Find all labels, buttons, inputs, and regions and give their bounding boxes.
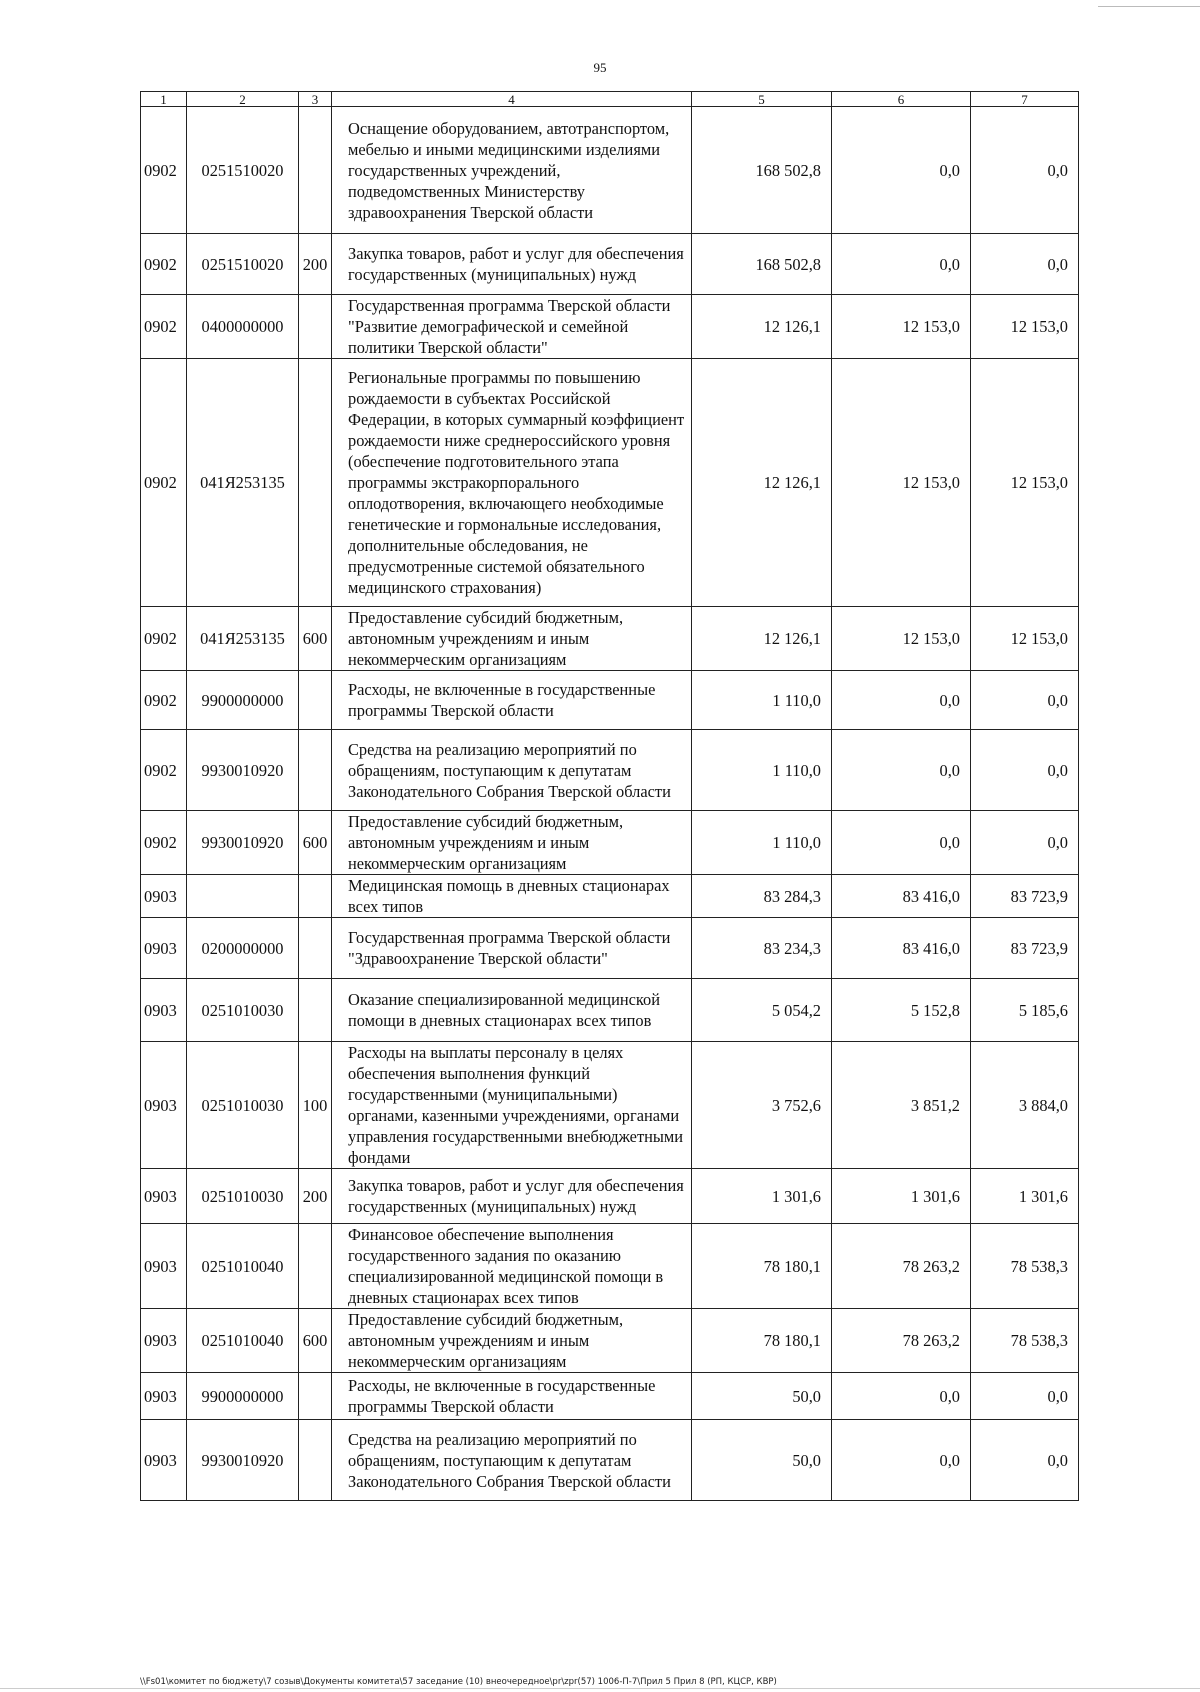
cell-amount-col6: 5 152,8 xyxy=(832,979,971,1042)
cell-amount-col5: 168 502,8 xyxy=(692,107,832,234)
cell-expense-type-code: 600 xyxy=(299,607,332,671)
cell-section: 0903 xyxy=(141,918,187,979)
cell-amount-col6: 0,0 xyxy=(832,811,971,875)
cell-expense-name: Закупка товаров, работ и услуг для обеспечения государственных (муниципальных) нужд xyxy=(332,1169,692,1224)
cell-section: 0902 xyxy=(141,671,187,730)
footer-file-path: \\Fs01\комитет по бюджету\7 созыв\Документы комитета\57 заседание (10) внеочередное\pr\zpr(57) 1006-П-7\Прил 5 Прил 8 (РП, КЦСР, КВР) xyxy=(140,1677,777,1687)
cell-expense-name: Средства на реализацию мероприятий по обращениям, поступающим к депутатам Законодательного Собрания Тверской области xyxy=(332,730,692,811)
budget-table xyxy=(140,91,1079,1501)
column-header: 7 xyxy=(971,92,1079,107)
cell-amount-col5: 5 054,2 xyxy=(692,979,832,1042)
table-row xyxy=(141,979,1079,1042)
cell-target-article-code: 9930010920 xyxy=(187,811,299,875)
cell-amount-col7: 3 884,0 xyxy=(971,1042,1079,1169)
cell-expense-name: Средства на реализацию мероприятий по обращениям, поступающим к депутатам Законодательного Собрания Тверской области xyxy=(332,1420,692,1501)
cell-amount-col7: 0,0 xyxy=(971,671,1079,730)
cell-expense-type-code xyxy=(299,979,332,1042)
cell-amount-col5: 78 180,1 xyxy=(692,1309,832,1373)
cell-amount-col7: 0,0 xyxy=(971,107,1079,234)
cell-expense-name: Медицинская помощь в дневных стационарах всех типов xyxy=(332,875,692,918)
table-row xyxy=(141,730,1079,811)
table-row xyxy=(141,875,1079,918)
cell-amount-col5: 1 110,0 xyxy=(692,811,832,875)
cell-expense-name: Оказание специализированной медицинской помощи в дневных стационарах всех типов xyxy=(332,979,692,1042)
cell-expense-name: Государственная программа Тверской области "Развитие демографической и семейной политики Тверской области" xyxy=(332,295,692,359)
cell-section: 0902 xyxy=(141,359,187,607)
cell-amount-col6: 0,0 xyxy=(832,671,971,730)
table-row xyxy=(141,1169,1079,1224)
cell-expense-name: Предоставление субсидий бюджетным, автономным учреждениям и иным некоммерческим организациям xyxy=(332,607,692,671)
cell-amount-col6: 12 153,0 xyxy=(832,295,971,359)
table-row xyxy=(141,918,1079,979)
cell-expense-type-code xyxy=(299,107,332,234)
cell-expense-name: Государственная программа Тверской области "Здравоохранение Тверской области" xyxy=(332,918,692,979)
column-header: 5 xyxy=(692,92,832,107)
cell-amount-col6: 83 416,0 xyxy=(832,875,971,918)
cell-target-article-code: 0251510020 xyxy=(187,107,299,234)
cell-expense-type-code xyxy=(299,1420,332,1501)
cell-amount-col5: 50,0 xyxy=(692,1373,832,1420)
cell-expense-type-code xyxy=(299,875,332,918)
cell-target-article-code: 0251010030 xyxy=(187,1042,299,1169)
cell-expense-name: Региональные программы по повышению рождаемости в субъектах Российской Федерации, в которых суммарный коэффициент рождаемости ниже среднероссийского уровня (обеспечение подготовительного этапа программы экстракорпорального оплодотворения, включающего необходимые генетические и гормональные исследования, дополнительные обследования, не предусмотренные системой обязательного медицинского страхования) xyxy=(332,359,692,607)
cell-section: 0902 xyxy=(141,730,187,811)
column-header: 3 xyxy=(299,92,332,107)
cell-amount-col6: 1 301,6 xyxy=(832,1169,971,1224)
cell-section: 0903 xyxy=(141,1373,187,1420)
cell-section: 0902 xyxy=(141,107,187,234)
cell-amount-col7: 0,0 xyxy=(971,1420,1079,1501)
cell-section: 0903 xyxy=(141,1224,187,1309)
cell-section: 0902 xyxy=(141,607,187,671)
table-row xyxy=(141,1420,1079,1501)
cell-target-article-code: 0251010030 xyxy=(187,979,299,1042)
cell-amount-col7: 0,0 xyxy=(971,234,1079,295)
cell-amount-col5: 1 110,0 xyxy=(692,671,832,730)
column-header: 2 xyxy=(187,92,299,107)
cell-amount-col7: 5 185,6 xyxy=(971,979,1079,1042)
cell-amount-col5: 168 502,8 xyxy=(692,234,832,295)
cell-amount-col7: 12 153,0 xyxy=(971,359,1079,607)
cell-expense-type-code xyxy=(299,1224,332,1309)
cell-expense-type-code xyxy=(299,918,332,979)
cell-amount-col7: 12 153,0 xyxy=(971,295,1079,359)
cell-section: 0903 xyxy=(141,1309,187,1373)
cell-target-article-code: 0200000000 xyxy=(187,918,299,979)
table-row xyxy=(141,359,1079,607)
cell-target-article-code: 9930010920 xyxy=(187,730,299,811)
table-row xyxy=(141,1224,1079,1309)
cell-section: 0902 xyxy=(141,234,187,295)
cell-target-article-code: 041Я253135 xyxy=(187,359,299,607)
cell-expense-name: Закупка товаров, работ и услуг для обеспечения государственных (муниципальных) нужд xyxy=(332,234,692,295)
table-row xyxy=(141,295,1079,359)
cell-amount-col5: 1 301,6 xyxy=(692,1169,832,1224)
cell-expense-type-code: 600 xyxy=(299,1309,332,1373)
cell-expense-name: Расходы, не включенные в государственные программы Тверской области xyxy=(332,671,692,730)
cell-amount-col6: 0,0 xyxy=(832,234,971,295)
cell-section: 0903 xyxy=(141,1169,187,1224)
table-row xyxy=(141,671,1079,730)
cell-amount-col6: 78 263,2 xyxy=(832,1309,971,1373)
cell-expense-type-code: 600 xyxy=(299,811,332,875)
scan-edge-line xyxy=(1098,6,1200,7)
cell-target-article-code: 0251010040 xyxy=(187,1224,299,1309)
table-row xyxy=(141,1309,1079,1373)
column-header: 1 xyxy=(141,92,187,107)
cell-amount-col7: 83 723,9 xyxy=(971,875,1079,918)
cell-amount-col6: 78 263,2 xyxy=(832,1224,971,1309)
cell-amount-col6: 0,0 xyxy=(832,1420,971,1501)
cell-target-article-code: 0400000000 xyxy=(187,295,299,359)
cell-amount-col6: 0,0 xyxy=(832,107,971,234)
cell-section: 0903 xyxy=(141,875,187,918)
cell-amount-col7: 78 538,3 xyxy=(971,1309,1079,1373)
cell-expense-type-code: 100 xyxy=(299,1042,332,1169)
cell-target-article-code: 041Я253135 xyxy=(187,607,299,671)
column-header: 4 xyxy=(332,92,692,107)
cell-target-article-code: 9900000000 xyxy=(187,1373,299,1420)
cell-amount-col7: 0,0 xyxy=(971,1373,1079,1420)
cell-target-article-code xyxy=(187,875,299,918)
cell-amount-col5: 78 180,1 xyxy=(692,1224,832,1309)
cell-section: 0902 xyxy=(141,295,187,359)
cell-expense-type-code xyxy=(299,295,332,359)
cell-amount-col5: 50,0 xyxy=(692,1420,832,1501)
cell-section: 0903 xyxy=(141,1420,187,1501)
cell-target-article-code: 0251510020 xyxy=(187,234,299,295)
cell-amount-col6: 83 416,0 xyxy=(832,918,971,979)
table-row xyxy=(141,1373,1079,1420)
cell-section: 0903 xyxy=(141,979,187,1042)
cell-amount-col5: 12 126,1 xyxy=(692,359,832,607)
table-row xyxy=(141,107,1079,234)
cell-amount-col5: 83 234,3 xyxy=(692,918,832,979)
cell-target-article-code: 9930010920 xyxy=(187,1420,299,1501)
cell-expense-type-code: 200 xyxy=(299,1169,332,1224)
cell-expense-type-code xyxy=(299,1373,332,1420)
cell-expense-name: Оснащение оборудованием, автотранспортом, мебелью и иными медицинскими изделиями государственных учреждений, подведомственных Министерству здравоохранения Тверской области xyxy=(332,107,692,234)
column-header: 6 xyxy=(832,92,971,107)
cell-amount-col5: 83 284,3 xyxy=(692,875,832,918)
cell-amount-col7: 83 723,9 xyxy=(971,918,1079,979)
table-row xyxy=(141,1042,1079,1169)
cell-section: 0902 xyxy=(141,811,187,875)
cell-amount-col7: 78 538,3 xyxy=(971,1224,1079,1309)
cell-amount-col6: 0,0 xyxy=(832,730,971,811)
cell-amount-col6: 0,0 xyxy=(832,1373,971,1420)
cell-expense-name: Предоставление субсидий бюджетным, автономным учреждениям и иным некоммерческим организациям xyxy=(332,811,692,875)
cell-expense-type-code xyxy=(299,671,332,730)
cell-expense-name: Финансовое обеспечение выполнения государственного задания по оказанию специализированной медицинской помощи в дневных стационарах всех типов xyxy=(332,1224,692,1309)
cell-expense-type-code xyxy=(299,730,332,811)
cell-amount-col7: 0,0 xyxy=(971,730,1079,811)
cell-amount-col5: 1 110,0 xyxy=(692,730,832,811)
scan-edge-line xyxy=(0,1688,1200,1689)
cell-amount-col6: 12 153,0 xyxy=(832,607,971,671)
cell-expense-name: Расходы на выплаты персоналу в целях обеспечения выполнения функций государственными (муниципальными) органами, казенными учреждениями, органами управления государственными внебюджетными фондами xyxy=(332,1042,692,1169)
table-row xyxy=(141,811,1079,875)
cell-expense-name: Предоставление субсидий бюджетным, автономным учреждениям и иным некоммерческим организациям xyxy=(332,1309,692,1373)
table-header-row xyxy=(141,92,1079,107)
cell-amount-col7: 12 153,0 xyxy=(971,607,1079,671)
page-number: 95 xyxy=(593,60,607,75)
cell-amount-col7: 0,0 xyxy=(971,811,1079,875)
cell-amount-col6: 12 153,0 xyxy=(832,359,971,607)
table-row xyxy=(141,607,1079,671)
cell-target-article-code: 0251010030 xyxy=(187,1169,299,1224)
cell-amount-col5: 3 752,6 xyxy=(692,1042,832,1169)
cell-expense-type-code xyxy=(299,359,332,607)
cell-amount-col5: 12 126,1 xyxy=(692,607,832,671)
cell-section: 0903 xyxy=(141,1042,187,1169)
cell-amount-col7: 1 301,6 xyxy=(971,1169,1079,1224)
cell-expense-name: Расходы, не включенные в государственные программы Тверской области xyxy=(332,1373,692,1420)
cell-target-article-code: 9900000000 xyxy=(187,671,299,730)
cell-expense-type-code: 200 xyxy=(299,234,332,295)
cell-amount-col6: 3 851,2 xyxy=(832,1042,971,1169)
cell-amount-col5: 12 126,1 xyxy=(692,295,832,359)
cell-target-article-code: 0251010040 xyxy=(187,1309,299,1373)
table-row xyxy=(141,234,1079,295)
